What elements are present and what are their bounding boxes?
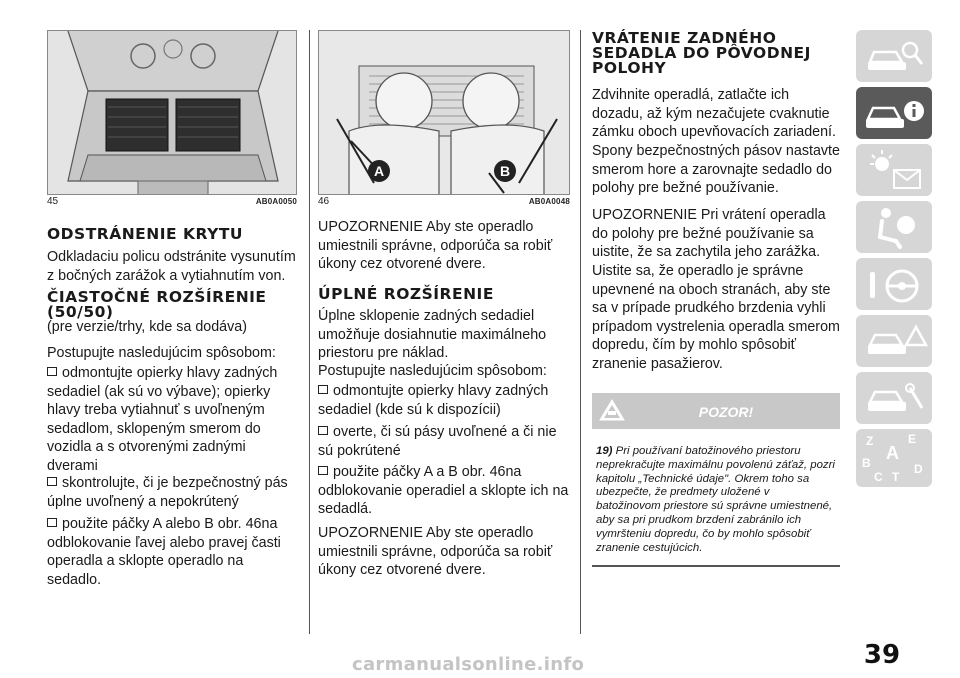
warning-box (592, 393, 840, 567)
bullet-box-icon (47, 477, 57, 486)
index-letter: E (908, 432, 917, 446)
car-service-icon (856, 372, 932, 424)
heading-line: ČIASTOČNÉ ROZŠÍRENIE (47, 288, 267, 306)
figure-code: AB0A0048 (528, 197, 570, 206)
index-letter: C (874, 470, 883, 484)
column-divider (309, 30, 310, 634)
bullet-item (47, 474, 297, 511)
warning-text: Pri používaní batožinového priestoru neprekračujte maximálnu povolenú záťaž, pozri kapitolu „Technické údaje". Okrem toho sa ubezpečte, že predmety uložené v batožinovom priestore sú správne umiestnené, aby sa pri prudkom brzdení zabránilo ich vymršteniu dopredu, čo by mohlo spôsobiť zranenie cestujúcich. (596, 445, 835, 554)
watermark: carmanualsonline.info (352, 654, 585, 675)
figure-45-caption (47, 196, 297, 207)
figure-45 (47, 30, 297, 195)
car-info-icon (856, 87, 932, 139)
paragraph: Postupujte nasledujúcim spôsobom: (318, 363, 547, 379)
paragraph: Spony bezpečnostných pásov nastavte smerom hore a zarovnajte sedadlo do polohy pre bežné používanie. (592, 143, 840, 197)
heading-line: VRÁTENIE ZADNÉHO (592, 29, 777, 47)
chapter-tab-service[interactable] (856, 372, 932, 424)
index-letter: A (886, 443, 899, 463)
paragraph: UPOZORNENIE Aby ste operadlo umiestnili správne, odporúča sa robiť úkony cez otvorené dvere. (318, 219, 553, 273)
column-divider (580, 30, 581, 634)
bullet-box-icon (318, 466, 328, 475)
warning-header (592, 393, 840, 429)
section-heading: ÚPLNÉ ROZŠÍRENIE (318, 285, 494, 303)
lever-label-b: B (499, 163, 511, 179)
heading-line: (50/50) (47, 303, 114, 321)
breakdown-car-icon (856, 315, 932, 367)
figure-number: 46 (318, 196, 330, 207)
warning-number: 19) (596, 445, 613, 457)
paragraph: UPOZORNENIE Pri vrátení operadla do polohy pre bežné používanie sa uistite, že sa zachytila jeho zarážka. (592, 207, 826, 261)
figure-number: 45 (47, 196, 59, 207)
paragraph: UPOZORNENIE Aby ste operadlo umiestnili správne, odporúča sa robiť úkony cez otvorené dvere. (318, 525, 553, 579)
paragraph: Odkladaciu policu odstránite vysunutím z bočných zarážok a vytiahnutím von. (47, 249, 296, 284)
section-heading (47, 290, 267, 320)
car-search-icon (856, 30, 932, 82)
paragraph: Postupujte nasledujúcim spôsobom: (47, 345, 276, 361)
warning-lights-icon (856, 144, 932, 196)
bullet-text: skontrolujte, či je bezpečnostný pás úplne uvoľnený a nepokrútený (47, 475, 288, 510)
figure-code: AB0A0050 (255, 197, 297, 206)
chapter-tab-steering[interactable] (856, 258, 932, 310)
bullet-box-icon (318, 385, 328, 394)
section-heading: ODSTRÁNENIE KRYTU (47, 225, 243, 243)
warning-bottom-rule (592, 565, 840, 567)
index-letter: D (914, 462, 923, 476)
alphabet-index-icon (856, 429, 932, 487)
chapter-tab-breakdown[interactable] (856, 315, 932, 367)
chapter-tab-warning-lights[interactable] (856, 144, 932, 196)
heading-line: SEDADLA DO PÔVODNEJ (592, 44, 811, 62)
paragraph: Úplne sklopenie zadných sedadiel umožňuje dosiahnutie maximálneho priestoru pre náklad. (318, 308, 547, 362)
index-letter: T (892, 470, 900, 484)
section-heading (592, 31, 811, 76)
bullet-box-icon (47, 518, 57, 527)
airbag-seat-icon (856, 201, 932, 253)
lever-label-a: A (373, 163, 385, 179)
bullet-text: odmontujte opierky hlavy zadných sedadiel (kde sú k dispozícii) (318, 383, 549, 418)
trunk-illustration (48, 31, 297, 195)
bullet-box-icon (318, 426, 328, 435)
chapter-tab-airbag-seat[interactable] (856, 201, 932, 253)
bullet-item (318, 463, 570, 519)
bullet-item (47, 364, 297, 476)
steering-wheel-icon (856, 258, 932, 310)
chapter-tab-index[interactable] (856, 429, 932, 487)
warning-body (592, 429, 840, 565)
rear-seats-illustration (319, 31, 570, 195)
chapter-tab-car-search[interactable] (856, 30, 932, 82)
bullet-text: použite páčky A alebo B obr. 46na odblokovanie ľavej alebo pravej časti operadla a sklopte operadlo na sedadlo. (47, 516, 281, 588)
heading-subtitle: (pre verzie/trhy, kde sa dodáva) (47, 319, 247, 335)
paragraph: Uistite sa, že operadlo je správne upevnené na oboch stranách, aby ste sa v prípade prudkého brzdenia vyhli prípadom vystrelenia operadla smerom dopredu, čím by mohlo spôsobiť zranenie pasažierov. (592, 263, 840, 372)
index-letter: B (862, 456, 871, 470)
bullet-text: použite páčky A a B obr. 46na odblokovanie operadiel a sklopte ich na sedadlá. (318, 464, 569, 518)
bullet-box-icon (47, 367, 57, 376)
heading-line: POLOHY (592, 59, 667, 77)
chapter-tab-car-info[interactable] (856, 87, 932, 139)
paragraph: Zdvihnite operadlá, zatlačte ich dozadu, až kým nezačujete cvaknutie zámku oboch upevňovacích zariadení. (592, 87, 836, 141)
bullet-text: overte, či sú pásy uvoľnené a či nie sú pokrútené (318, 424, 557, 459)
figure-46 (318, 30, 570, 195)
bullet-text: odmontujte opierky hlavy zadných sedadiel (ak sú vo výbave); opierky hlavy treba vytiahnuť s uvoľneným sedadlom, sklopeným smerom do vozidla a s otvorenými zadnými dverami (47, 365, 278, 474)
index-letter: Z (866, 434, 874, 448)
page-number: 39 (863, 640, 901, 670)
figure-46-caption (318, 196, 570, 207)
bullet-item (318, 423, 570, 460)
bullet-item (47, 515, 297, 589)
bullet-item (318, 382, 570, 419)
warning-title: POZOR! (698, 404, 754, 420)
